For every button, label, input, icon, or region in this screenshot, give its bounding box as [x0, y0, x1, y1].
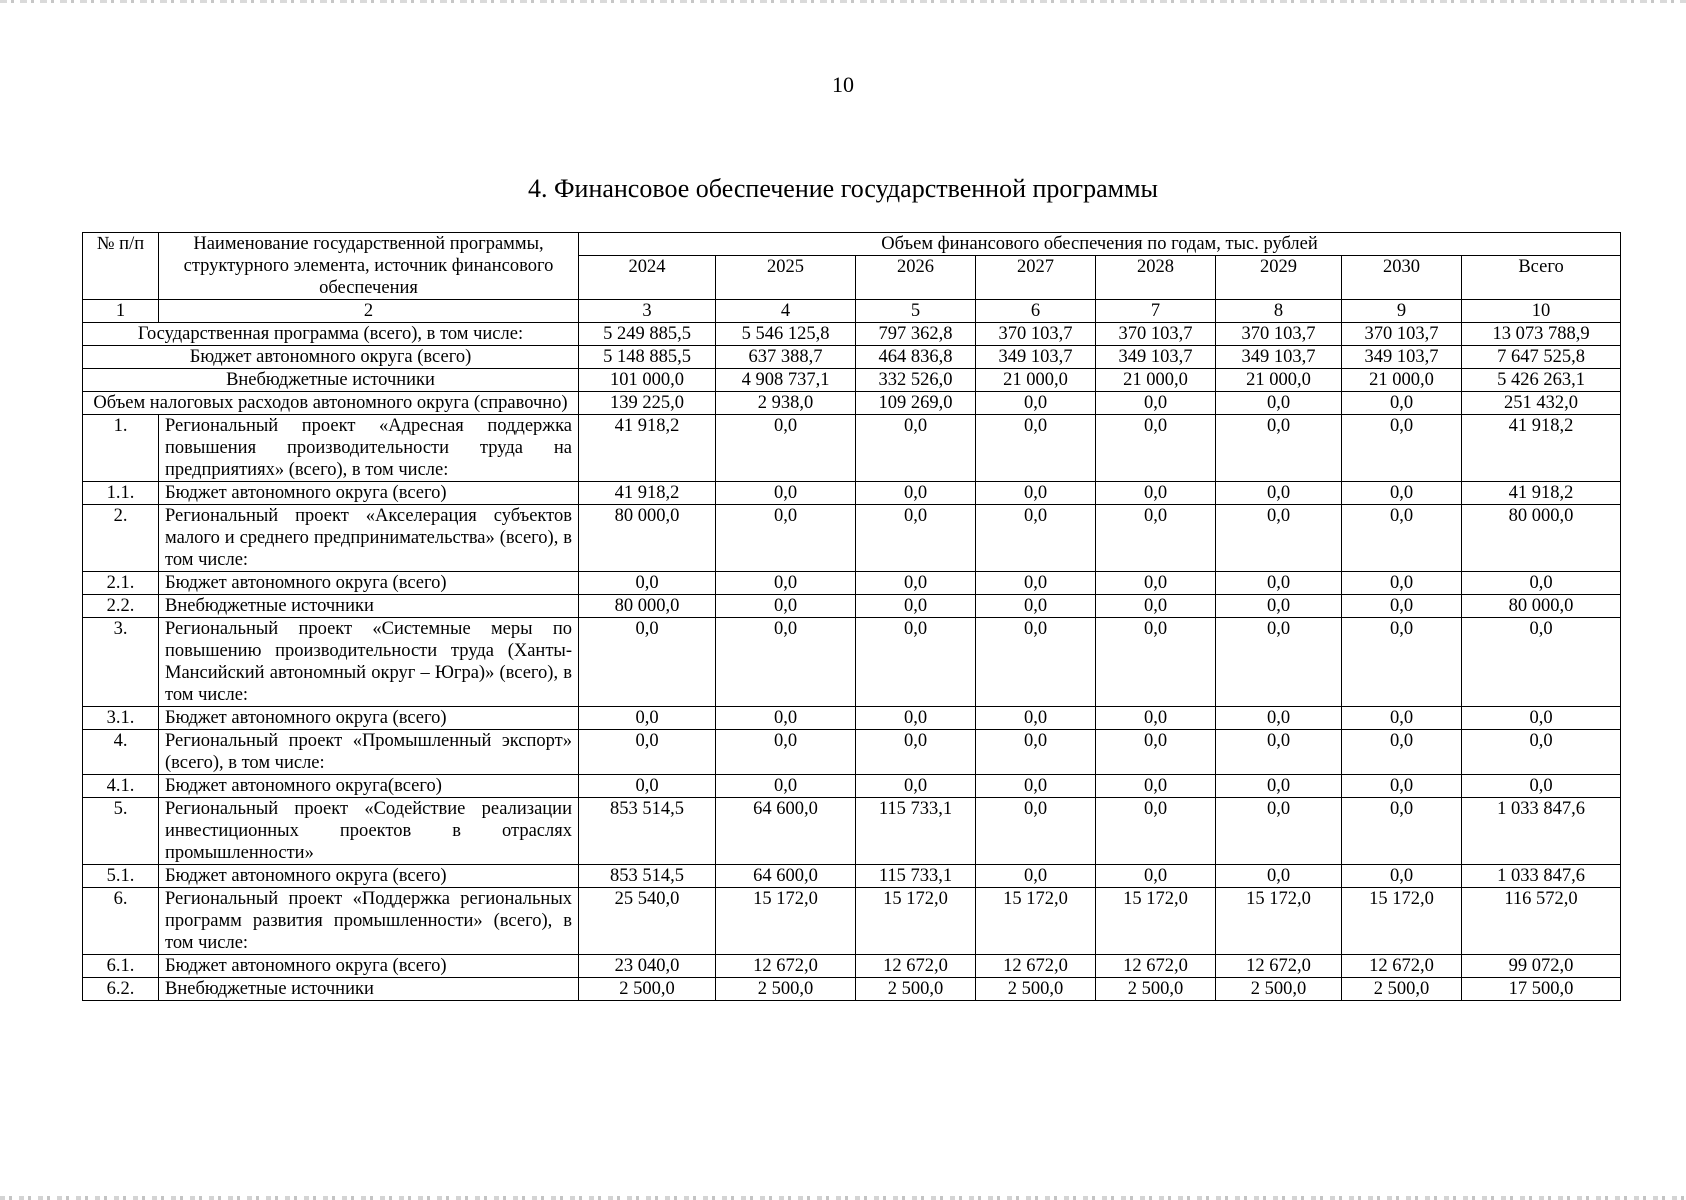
value-cell: 0,0 — [716, 595, 856, 618]
value-cell: 0,0 — [1216, 572, 1342, 595]
column-number: 1 — [83, 300, 159, 323]
value-cell: 0,0 — [976, 505, 1096, 572]
value-cell: 1 033 847,6 — [1462, 798, 1621, 865]
value-cell: 21 000,0 — [1342, 369, 1462, 392]
value-cell: 15 172,0 — [716, 888, 856, 955]
value-cell: 0,0 — [1462, 618, 1621, 707]
value-cell: 0,0 — [716, 415, 856, 482]
summary-label: Государственная программа (всего), в том числе: — [83, 323, 579, 346]
row-number: 2. — [83, 505, 159, 572]
summary-label: Бюджет автономного округа (всего) — [83, 346, 579, 369]
row-number: 2.2. — [83, 595, 159, 618]
value-cell: 64 600,0 — [716, 865, 856, 888]
value-cell: 41 918,2 — [1462, 415, 1621, 482]
value-cell: 0,0 — [716, 572, 856, 595]
value-cell: 332 526,0 — [856, 369, 976, 392]
value-cell: 25 540,0 — [579, 888, 716, 955]
value-cell: 0,0 — [856, 730, 976, 775]
value-cell: 0,0 — [976, 798, 1096, 865]
row-number: 1.1. — [83, 482, 159, 505]
value-cell: 7 647 525,8 — [1462, 346, 1621, 369]
value-cell: 0,0 — [1216, 865, 1342, 888]
value-cell: 1 033 847,6 — [1462, 865, 1621, 888]
row-name: Бюджет автономного округа (всего) — [159, 707, 579, 730]
column-number: 2 — [159, 300, 579, 323]
value-cell: 15 172,0 — [1216, 888, 1342, 955]
value-cell: 0,0 — [976, 482, 1096, 505]
table-row — [83, 888, 1621, 955]
summary-row — [83, 392, 1621, 415]
value-cell: 0,0 — [1342, 618, 1462, 707]
row-name: Бюджет автономного округа(всего) — [159, 775, 579, 798]
value-cell: 0,0 — [1096, 865, 1216, 888]
header-year: 2025 — [716, 256, 856, 300]
value-cell: 0,0 — [1462, 707, 1621, 730]
row-name: Бюджет автономного округа (всего) — [159, 955, 579, 978]
value-cell: 0,0 — [856, 595, 976, 618]
value-cell: 797 362,8 — [856, 323, 976, 346]
value-cell: 0,0 — [1096, 415, 1216, 482]
value-cell: 64 600,0 — [716, 798, 856, 865]
value-cell: 0,0 — [1096, 798, 1216, 865]
value-cell: 0,0 — [1216, 415, 1342, 482]
value-cell: 349 103,7 — [1096, 346, 1216, 369]
value-cell: 21 000,0 — [1096, 369, 1216, 392]
value-cell: 0,0 — [856, 482, 976, 505]
column-number: 6 — [976, 300, 1096, 323]
value-cell: 349 103,7 — [1342, 346, 1462, 369]
value-cell: 0,0 — [976, 392, 1096, 415]
row-name: Бюджет автономного округа (всего) — [159, 865, 579, 888]
summary-row — [83, 346, 1621, 369]
summary-label: Объем налоговых расходов автономного округа (справочно) — [83, 392, 579, 415]
value-cell: 2 500,0 — [976, 978, 1096, 1001]
column-number: 9 — [1342, 300, 1462, 323]
column-number: 3 — [579, 300, 716, 323]
value-cell: 0,0 — [1096, 775, 1216, 798]
table-row — [83, 415, 1621, 482]
row-number: 5. — [83, 798, 159, 865]
value-cell: 2 500,0 — [1342, 978, 1462, 1001]
row-name: Региональный проект «Поддержка региональных программ развития промышленности» (всего), в том числе: — [159, 888, 579, 955]
value-cell: 41 918,2 — [579, 415, 716, 482]
value-cell: 13 073 788,9 — [1462, 323, 1621, 346]
value-cell: 349 103,7 — [1216, 346, 1342, 369]
row-number: 1. — [83, 415, 159, 482]
document-title: 4. Финансовое обеспечение государственной программы — [527, 174, 1159, 203]
value-cell: 0,0 — [856, 572, 976, 595]
value-cell: 0,0 — [579, 618, 716, 707]
value-cell: 0,0 — [856, 707, 976, 730]
header-row-group — [83, 233, 1621, 256]
row-number: 2.1. — [83, 572, 159, 595]
table-row — [83, 865, 1621, 888]
value-cell: 0,0 — [1096, 505, 1216, 572]
value-cell: 101 000,0 — [579, 369, 716, 392]
column-number: 5 — [856, 300, 976, 323]
value-cell: 80 000,0 — [579, 595, 716, 618]
value-cell: 5 249 885,5 — [579, 323, 716, 346]
value-cell: 12 672,0 — [1096, 955, 1216, 978]
scan-edge-bottom — [0, 1196, 1686, 1200]
column-number: 10 — [1462, 300, 1621, 323]
value-cell: 0,0 — [579, 775, 716, 798]
value-cell: 4 908 737,1 — [716, 369, 856, 392]
header-year: 2029 — [1216, 256, 1342, 300]
table-row — [83, 572, 1621, 595]
row-number: 4.1. — [83, 775, 159, 798]
header-year: 2024 — [579, 256, 716, 300]
row-name: Региональный проект «Промышленный экспорт» (всего), в том числе: — [159, 730, 579, 775]
value-cell: 15 172,0 — [856, 888, 976, 955]
value-cell: 0,0 — [1216, 707, 1342, 730]
value-cell: 0,0 — [976, 775, 1096, 798]
table-row — [83, 707, 1621, 730]
value-cell: 2 500,0 — [716, 978, 856, 1001]
value-cell: 0,0 — [976, 572, 1096, 595]
summary-row — [83, 323, 1621, 346]
value-cell: 0,0 — [1216, 392, 1342, 415]
row-name: Региональный проект «Адресная поддержка повышения производительности труда на предприятиях» (всего), в том числе: — [159, 415, 579, 482]
value-cell: 0,0 — [579, 730, 716, 775]
value-cell: 0,0 — [1342, 798, 1462, 865]
value-cell: 12 672,0 — [1216, 955, 1342, 978]
value-cell: 349 103,7 — [976, 346, 1096, 369]
value-cell: 0,0 — [1342, 482, 1462, 505]
value-cell: 2 500,0 — [579, 978, 716, 1001]
value-cell: 15 172,0 — [1096, 888, 1216, 955]
value-cell: 0,0 — [1096, 707, 1216, 730]
value-cell: 115 733,1 — [856, 865, 976, 888]
value-cell: 5 148 885,5 — [579, 346, 716, 369]
value-cell: 99 072,0 — [1462, 955, 1621, 978]
table-row — [83, 618, 1621, 707]
value-cell: 0,0 — [716, 730, 856, 775]
value-cell: 115 733,1 — [856, 798, 976, 865]
value-cell: 853 514,5 — [579, 865, 716, 888]
table-row — [83, 978, 1621, 1001]
value-cell: 0,0 — [1096, 392, 1216, 415]
value-cell: 12 672,0 — [1342, 955, 1462, 978]
page-number: 10 — [832, 72, 854, 97]
value-cell: 0,0 — [1096, 730, 1216, 775]
value-cell: 0,0 — [976, 618, 1096, 707]
value-cell: 0,0 — [1216, 595, 1342, 618]
value-cell: 80 000,0 — [579, 505, 716, 572]
value-cell: 0,0 — [1342, 707, 1462, 730]
value-cell: 0,0 — [976, 730, 1096, 775]
value-cell: 0,0 — [1342, 730, 1462, 775]
value-cell: 0,0 — [1096, 618, 1216, 707]
column-number: 7 — [1096, 300, 1216, 323]
value-cell: 0,0 — [976, 415, 1096, 482]
header-name: Наименование государственной программы, структурного элемента, источник финансового обеспечения — [159, 233, 579, 300]
value-cell: 0,0 — [856, 415, 976, 482]
value-cell: 0,0 — [976, 865, 1096, 888]
value-cell: 21 000,0 — [976, 369, 1096, 392]
row-number: 3.1. — [83, 707, 159, 730]
value-cell: 0,0 — [1096, 595, 1216, 618]
row-number: 6. — [83, 888, 159, 955]
value-cell: 0,0 — [716, 482, 856, 505]
row-name: Внебюджетные источники — [159, 595, 579, 618]
header-year: 2026 — [856, 256, 976, 300]
value-cell: 0,0 — [1096, 572, 1216, 595]
table-row — [83, 595, 1621, 618]
value-cell: 15 172,0 — [1342, 888, 1462, 955]
value-cell: 0,0 — [579, 707, 716, 730]
value-cell: 139 225,0 — [579, 392, 716, 415]
table-row — [83, 730, 1621, 775]
value-cell: 109 269,0 — [856, 392, 976, 415]
value-cell: 0,0 — [1216, 482, 1342, 505]
value-cell: 21 000,0 — [1216, 369, 1342, 392]
value-cell: 370 103,7 — [976, 323, 1096, 346]
value-cell: 12 672,0 — [976, 955, 1096, 978]
row-name: Бюджет автономного округа (всего) — [159, 572, 579, 595]
value-cell: 0,0 — [716, 505, 856, 572]
column-number: 4 — [716, 300, 856, 323]
table-row — [83, 955, 1621, 978]
value-cell: 15 172,0 — [976, 888, 1096, 955]
row-name: Региональный проект «Содействие реализации инвестиционных проектов в отраслях промышленности» — [159, 798, 579, 865]
value-cell: 12 672,0 — [716, 955, 856, 978]
value-cell: 0,0 — [1462, 775, 1621, 798]
value-cell: 637 388,7 — [716, 346, 856, 369]
scan-edge-top — [0, 0, 1686, 3]
value-cell: 5 546 125,8 — [716, 323, 856, 346]
value-cell: 2 500,0 — [1096, 978, 1216, 1001]
value-cell: 0,0 — [1342, 505, 1462, 572]
value-cell: 0,0 — [1462, 730, 1621, 775]
row-name: Региональный проект «Акселерация субъектов малого и среднего предпринимательства» (всего), в том числе: — [159, 505, 579, 572]
value-cell: 0,0 — [856, 618, 976, 707]
row-number: 6.1. — [83, 955, 159, 978]
value-cell: 0,0 — [716, 618, 856, 707]
value-cell: 0,0 — [1216, 730, 1342, 775]
row-number: 3. — [83, 618, 159, 707]
summary-label: Внебюджетные источники — [83, 369, 579, 392]
summary-row — [83, 369, 1621, 392]
value-cell: 41 918,2 — [579, 482, 716, 505]
table-row — [83, 775, 1621, 798]
value-cell: 0,0 — [1096, 482, 1216, 505]
value-cell: 0,0 — [856, 775, 976, 798]
row-number: 4. — [83, 730, 159, 775]
header-year: 2028 — [1096, 256, 1216, 300]
value-cell: 251 432,0 — [1462, 392, 1621, 415]
column-number: 8 — [1216, 300, 1342, 323]
financing-table — [82, 232, 1621, 1001]
value-cell: 0,0 — [579, 572, 716, 595]
value-cell: 0,0 — [1342, 865, 1462, 888]
value-cell: 5 426 263,1 — [1462, 369, 1621, 392]
row-name: Региональный проект «Системные меры по повышению производительности труда (Ханты-Мансийский автономный округ – Югра)» (всего), в том числе: — [159, 618, 579, 707]
value-cell: 853 514,5 — [579, 798, 716, 865]
value-cell: 0,0 — [716, 707, 856, 730]
value-cell: 116 572,0 — [1462, 888, 1621, 955]
table-row — [83, 505, 1621, 572]
value-cell: 80 000,0 — [1462, 595, 1621, 618]
header-year: 2027 — [976, 256, 1096, 300]
value-cell: 0,0 — [1342, 572, 1462, 595]
row-name: Бюджет автономного округа (всего) — [159, 482, 579, 505]
value-cell: 23 040,0 — [579, 955, 716, 978]
value-cell: 2 500,0 — [1216, 978, 1342, 1001]
header-row-numbers — [83, 300, 1621, 323]
table-row — [83, 482, 1621, 505]
value-cell: 0,0 — [1216, 798, 1342, 865]
value-cell: 41 918,2 — [1462, 482, 1621, 505]
value-cell: 0,0 — [976, 707, 1096, 730]
value-cell: 370 103,7 — [1342, 323, 1462, 346]
value-cell: 17 500,0 — [1462, 978, 1621, 1001]
value-cell: 0,0 — [1342, 415, 1462, 482]
value-cell: 12 672,0 — [856, 955, 976, 978]
header-year: 2030 — [1342, 256, 1462, 300]
header-group: Объем финансового обеспечения по годам, тыс. рублей — [579, 233, 1621, 256]
header-no: № п/п — [83, 233, 159, 300]
value-cell: 0,0 — [1462, 572, 1621, 595]
value-cell: 370 103,7 — [1216, 323, 1342, 346]
value-cell: 0,0 — [1342, 775, 1462, 798]
table-body — [83, 323, 1621, 1001]
value-cell: 0,0 — [1342, 392, 1462, 415]
value-cell: 0,0 — [716, 775, 856, 798]
row-number: 5.1. — [83, 865, 159, 888]
value-cell: 2 938,0 — [716, 392, 856, 415]
value-cell: 0,0 — [1216, 618, 1342, 707]
value-cell: 0,0 — [976, 595, 1096, 618]
value-cell: 2 500,0 — [856, 978, 976, 1001]
header-total: Всего — [1462, 256, 1621, 300]
row-name: Внебюджетные источники — [159, 978, 579, 1001]
value-cell: 464 836,8 — [856, 346, 976, 369]
table-row — [83, 798, 1621, 865]
value-cell: 0,0 — [856, 505, 976, 572]
value-cell: 0,0 — [1342, 595, 1462, 618]
value-cell: 0,0 — [1216, 505, 1342, 572]
value-cell: 80 000,0 — [1462, 505, 1621, 572]
value-cell: 370 103,7 — [1096, 323, 1216, 346]
row-number: 6.2. — [83, 978, 159, 1001]
value-cell: 0,0 — [1216, 775, 1342, 798]
